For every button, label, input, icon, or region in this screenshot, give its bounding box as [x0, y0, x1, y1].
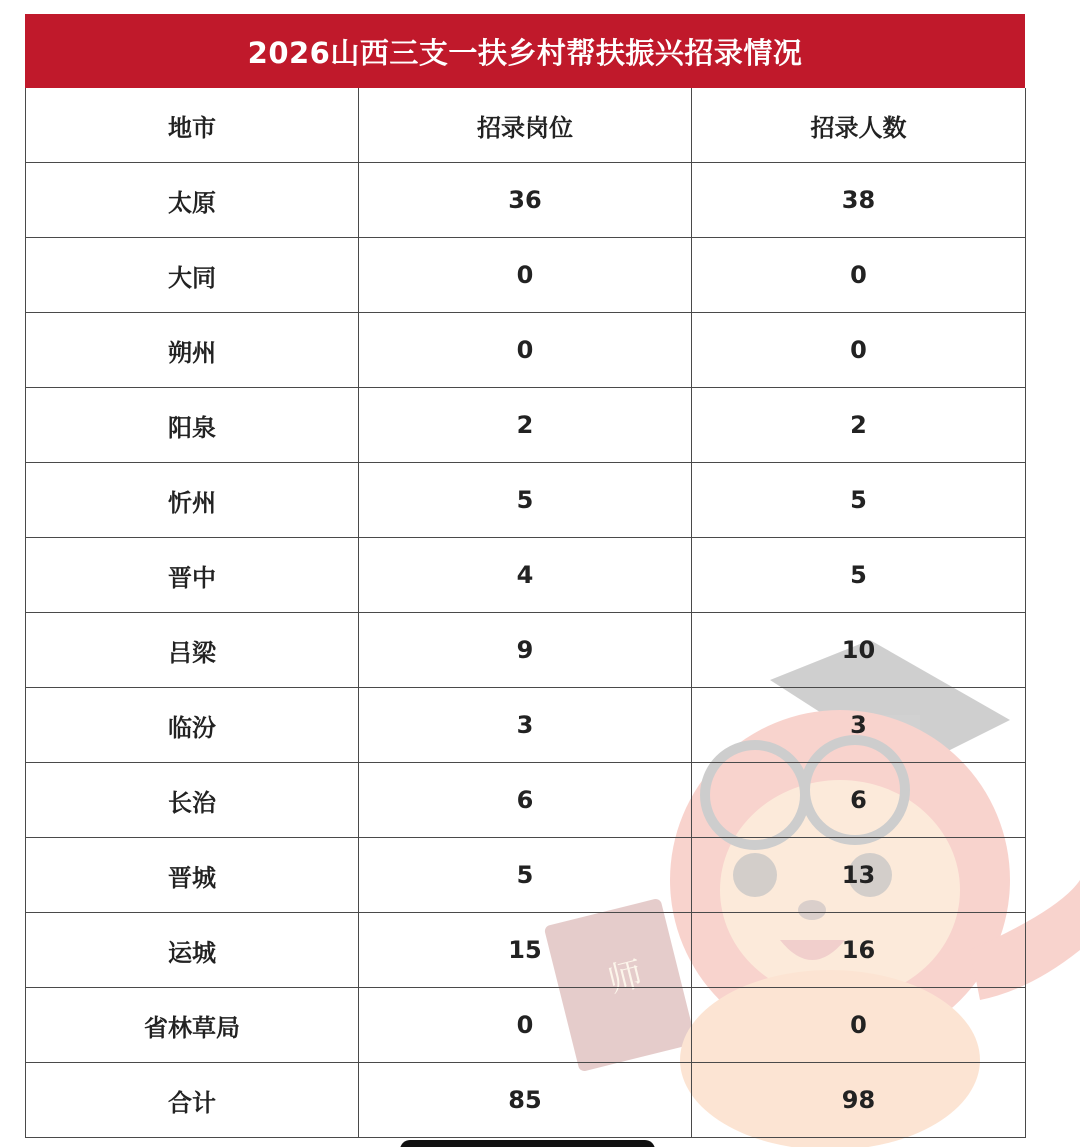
table-row: [26, 763, 1026, 838]
headcount-cell: 10: [692, 613, 1026, 688]
table-row: [26, 913, 1026, 988]
positions-cell: 0: [359, 238, 692, 313]
table-row: [26, 313, 1026, 388]
city-cell: 朔州: [26, 313, 359, 388]
headcount-cell: 13: [692, 838, 1026, 913]
city-cell: 阳泉: [26, 388, 359, 463]
positions-cell: 5: [359, 838, 692, 913]
headcount-cell: 2: [692, 388, 1026, 463]
table-row: [26, 238, 1026, 313]
city-cell: 晋城: [26, 838, 359, 913]
headcount-cell: 5: [692, 538, 1026, 613]
city-cell: 大同: [26, 238, 359, 313]
headcount-cell: 0: [692, 238, 1026, 313]
table-row: [26, 613, 1026, 688]
headcount-cell: 98: [692, 1063, 1026, 1138]
table-header-row: [26, 88, 1026, 163]
positions-cell: 15: [359, 913, 692, 988]
city-cell: 晋中: [26, 538, 359, 613]
positions-cell: 85: [359, 1063, 692, 1138]
positions-cell: 9: [359, 613, 692, 688]
headcount-cell: 0: [692, 313, 1026, 388]
city-cell: 省林草局: [26, 988, 359, 1063]
positions-cell: 0: [359, 313, 692, 388]
watermark-book-text: 师: [604, 953, 647, 1002]
recruitment-table: [25, 88, 1026, 1138]
table-row: [26, 538, 1026, 613]
table-row: [26, 388, 1026, 463]
city-cell: 长治: [26, 763, 359, 838]
positions-cell: 36: [359, 163, 692, 238]
city-cell: 吕梁: [26, 613, 359, 688]
column-header-city: 地市: [26, 88, 359, 163]
headcount-cell: 6: [692, 763, 1026, 838]
city-cell: 临汾: [26, 688, 359, 763]
bottom-overlay-pill: [400, 1140, 655, 1147]
headcount-cell: 16: [692, 913, 1026, 988]
table-row: [26, 988, 1026, 1063]
table-row: [26, 688, 1026, 763]
positions-cell: 0: [359, 988, 692, 1063]
table-title: 2026山西三支一扶乡村帮扶振兴招录情况: [25, 14, 1025, 88]
positions-cell: 6: [359, 763, 692, 838]
positions-cell: 2: [359, 388, 692, 463]
table-row: [26, 163, 1026, 238]
table-row: [26, 463, 1026, 538]
headcount-cell: 3: [692, 688, 1026, 763]
city-cell: 忻州: [26, 463, 359, 538]
headcount-cell: 38: [692, 163, 1026, 238]
city-cell: 太原: [26, 163, 359, 238]
table-row: [26, 838, 1026, 913]
recruitment-table-card: [25, 14, 1025, 1138]
headcount-cell: 0: [692, 988, 1026, 1063]
headcount-cell: 5: [692, 463, 1026, 538]
column-header-headcount: 招录人数: [692, 88, 1026, 163]
city-cell: 运城: [26, 913, 359, 988]
positions-cell: 3: [359, 688, 692, 763]
column-header-positions: 招录岗位: [359, 88, 692, 163]
positions-cell: 5: [359, 463, 692, 538]
positions-cell: 4: [359, 538, 692, 613]
table-row: [26, 1063, 1026, 1138]
city-cell: 合计: [26, 1063, 359, 1138]
